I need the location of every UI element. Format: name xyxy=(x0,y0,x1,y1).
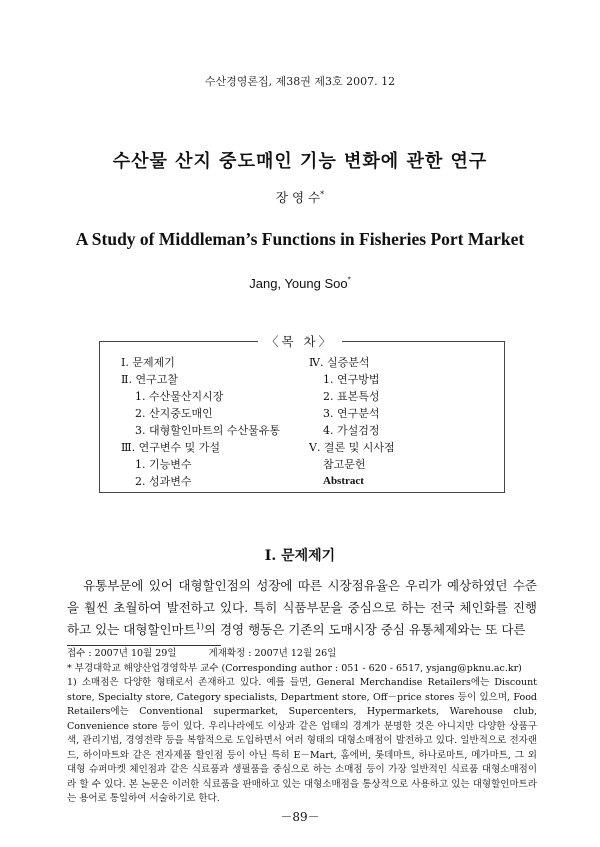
toc-subitem: 1. 연구방법 xyxy=(323,373,380,386)
body-paragraph xyxy=(67,575,537,641)
body-text-start: 유통부문에 있어 대형할인점의 성장에 따른 시장점유율은 우리가 예상하였던 수준을 훨씬 초월하여 발전하고 있다. 특히 식품부문을 중심으로 하는 전국 체인화를 진행하고 있는 대형할인마트 xyxy=(67,578,537,637)
english-author-footnote-mark: * xyxy=(347,275,351,285)
toc-subitem: 1. 수산물산지시장 xyxy=(135,390,224,403)
korean-author-name: 장 영 수 xyxy=(275,190,321,205)
toc-subitem: Abstract xyxy=(323,475,364,487)
toc-item: Ⅲ. 연구변수 및 가설 xyxy=(121,441,220,454)
toc-subitem: 2. 산지중도매인 xyxy=(135,407,213,420)
received-date: 접수 : 2007년 10월 29일 xyxy=(67,648,177,659)
author-footnote-mark: * xyxy=(320,189,325,199)
footnote-1: 1) 소매점은 다양한 형태로서 존재하고 있다. 예를 들면, General Merchandise Retailers에는 Discount store, Specialty store, Category specialists, Department store, Off－price stores 등이 있으며, Food Retailers에는 Conventional supermarket, Supercenters, Hypermarkets, Warehouse club, Convenience store 등이 있다. 우리나라에도 이상과 같은 업태의 경계가 분명한 것은 아니지만 다양한 상품구색, 관리기법, 경영전략 등을 복합적으로 도입하면서 여러 형태의 대형소매점이 발전하고 있다. 일반적으로 전자랜드, 하이마트와 같은 전자제품 할인점 등이 아닌 특히 E－Mart, 홈에버, 롯데마트, 하나로마트, 메가마트, 그 외 대형 슈퍼마켓 체인점과 같은 식료품과 생필품을 중심으로 하는 소매점 등이 가장 일반적인 식료품 대형소매점이라 할 수 있다. 본 논문은 이러한 식료품을 판매하고 있는 대형소매점을 통상적으로 사용하고 있는 대형할인마트라는 용어로 통일하여 서술하기로 한다. xyxy=(67,677,537,804)
toc-subitem: 3. 연구분석 xyxy=(323,407,380,420)
toc-item: Ⅱ. 연구고찰 xyxy=(121,373,178,386)
english-title: A Study of Middleman’s Functions in Fisheries Port Market xyxy=(75,229,525,249)
page-number: －89－ xyxy=(280,810,320,824)
footnotes xyxy=(67,647,537,807)
toc-title-wrap xyxy=(0,331,600,350)
toc-subitem: 2. 표본특성 xyxy=(323,390,380,403)
body-text-end: 의 경영 행동은 기존의 도매시장 중심 유통체제와는 또 다른 xyxy=(203,622,526,637)
toc-item: Ⅳ. 실증분석 xyxy=(309,356,370,369)
toc-left-column xyxy=(121,354,280,490)
toc-item: Ⅴ. 결론 및 시사점 xyxy=(309,441,395,454)
toc-title: 〈목 차〉 xyxy=(258,334,342,349)
footnote-ref-mark: 1) xyxy=(195,621,204,631)
korean-title: 수산물 산지 중도매인 기능 변화에 관한 연구 xyxy=(112,151,488,172)
toc-subitem: 3. 대형할인마트의 수산물유통 xyxy=(135,424,280,437)
author-affiliation: * 부경대학교 해양산업경영학부 교수 (Corresponding author : 051 - 620 - 6517, ysjang@pknu.ac.kr) xyxy=(67,662,522,674)
english-author xyxy=(0,276,600,291)
toc-subitem: 2. 성과변수 xyxy=(135,475,192,488)
toc-subitem: 4. 가설검정 xyxy=(323,424,380,437)
toc-item: Ⅰ. 문제제기 xyxy=(121,356,175,369)
toc-subitem: 참고문헌 xyxy=(323,458,366,471)
english-author-name: Jang, Young Soo xyxy=(249,276,348,291)
confirmed-date: 게재확정 : 2007년 12월 26일 xyxy=(208,648,337,659)
footnote-divider xyxy=(67,645,221,646)
korean-author xyxy=(0,188,600,206)
toc-subitem: 1. 기능변수 xyxy=(135,458,192,471)
journal-header: 수산경영론집, 제38권 제3호 2007. 12 xyxy=(204,75,396,88)
section-heading: Ⅰ. 문제제기 xyxy=(264,548,336,564)
footnote-dates xyxy=(67,647,537,662)
toc-right-column xyxy=(309,354,395,490)
